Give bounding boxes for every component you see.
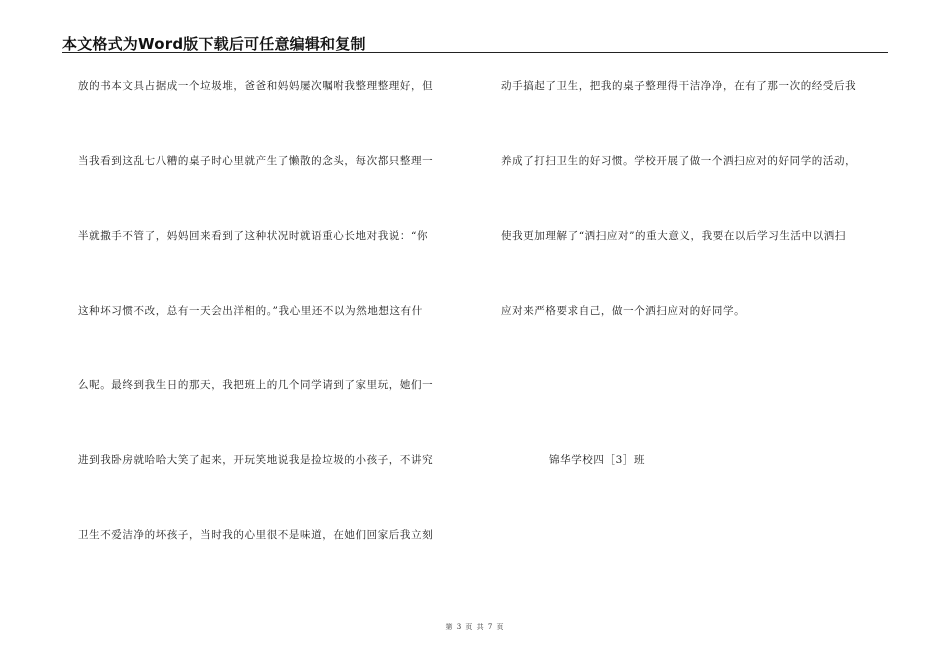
text-line: 么呢。最终到我生日的那天，我把班上的几个同学请到了家里玩，她们一 (78, 379, 434, 391)
text-line: 养成了打扫卫生的好习惯。学校开展了做一个洒扫应对的好同学的活动， (501, 155, 857, 167)
text-line: 放的书本文具占据成一个垃圾堆，爸爸和妈妈屡次嘱咐我整理整理好，但 (78, 80, 434, 92)
text-line: 进到我卧房就哈哈大笑了起来，开玩笑地说我是捡垃圾的小孩子，不讲究 (78, 454, 434, 466)
text-line: 这种坏习惯不改，总有一天会出洋相的。”我心里还不以为然地想这有什 (78, 305, 423, 317)
header-divider (62, 52, 888, 53)
signature-class-name: 锦华学校四［3］班 (549, 454, 646, 466)
page-number: 第 3 页 共 7 页 (445, 623, 505, 631)
text-line: 动手搞起了卫生，把我的桌子整理得干洁净净，在有了那一次的经受后我 (501, 80, 857, 92)
text-line: 当我看到这乱七八糟的桌子时心里就产生了懒散的念头，每次都只整理一 (78, 155, 434, 167)
document-header-title: 本文格式为Word版下载后可任意编辑和复制 (62, 35, 366, 53)
text-line: 应对来严格要求自己，做一个洒扫应对的好同学。 (501, 305, 746, 317)
text-line: 使我更加理解了“洒扫应对”的重大意义，我要在以后学习生活中以洒扫 (501, 230, 846, 242)
text-line: 半就撒手不管了，妈妈回来看到了这种状况时就语重心长地对我说：“你 (78, 230, 429, 242)
text-line: 卫生不爱洁净的坏孩子，当时我的心里很不是味道，在她们回家后我立刻 (78, 529, 434, 541)
